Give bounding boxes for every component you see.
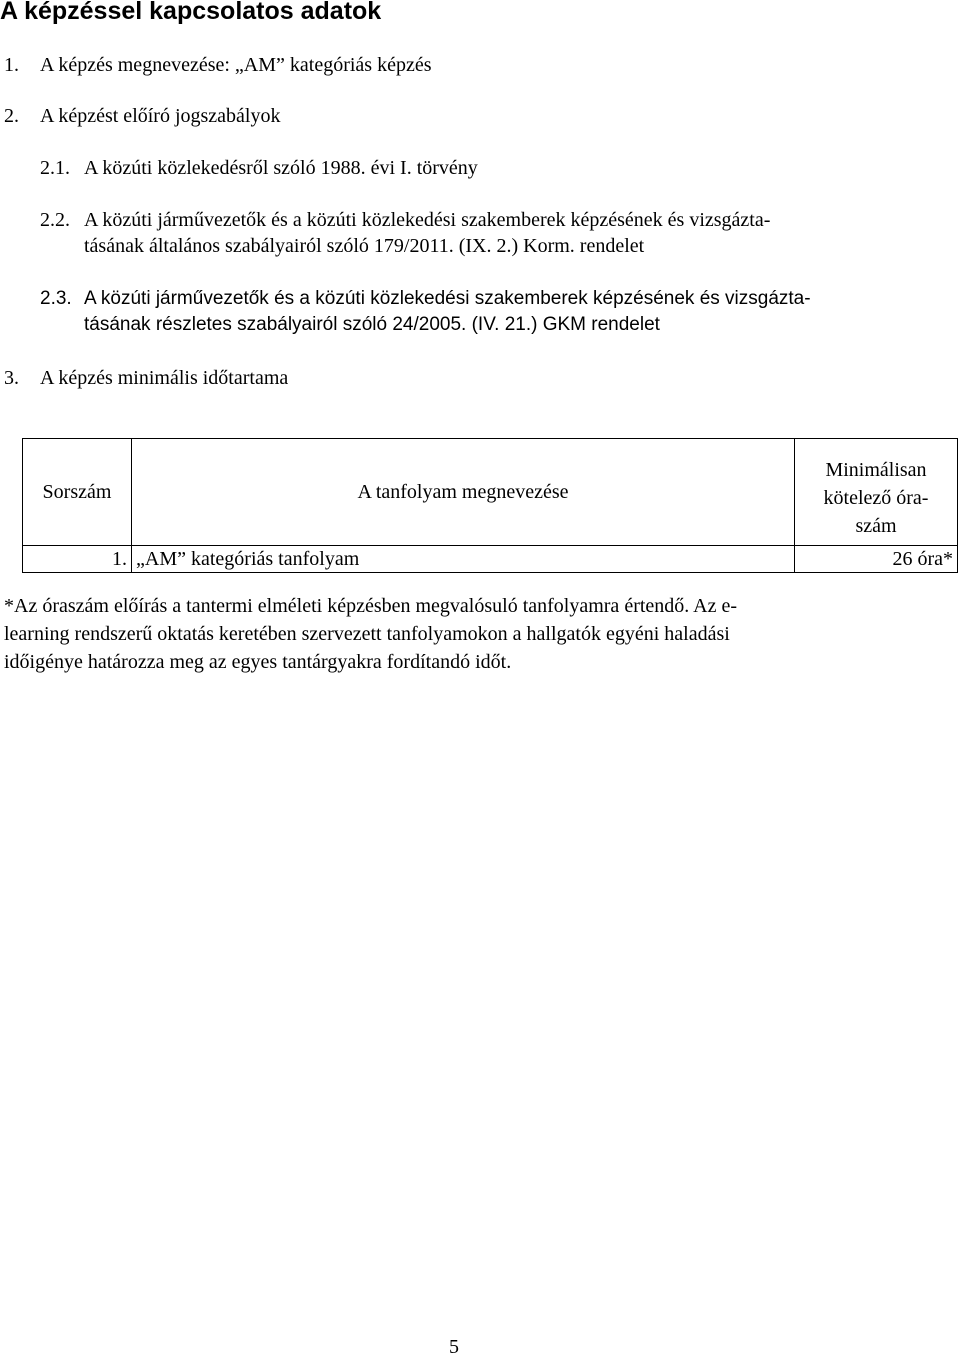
cell-course-name: „AM” kategóriás tanfolyam — [132, 546, 795, 573]
list-item-text: A képzést előíró jogszabályok — [40, 105, 281, 127]
list-item-text-line-1: A közúti járművezetők és a közúti közlekedési szakemberek képzésének és vizsgázta- — [84, 288, 811, 309]
list-item-1 — [4, 52, 432, 78]
list-item-text-line-1: A közúti járművezetők és a közúti közlekedési szakemberek képzésének és vizsgázta- — [84, 209, 771, 231]
header-sorszam: Sorszám — [23, 439, 132, 546]
header-course-name: A tanfolyam megnevezése — [132, 439, 795, 546]
footnote-line-1: *Az óraszám előírás a tantermi elméleti képzésben megvalósuló tanfolyamra értendő. Az e- — [4, 595, 738, 617]
list-item-text-line-2: tásának általános szabályairól szóló 179/2011. (IX. 2.) Korm. rendelet — [84, 235, 645, 257]
list-item-2-3 — [40, 286, 811, 338]
list-item-text: A képzés minimális időtartama — [40, 367, 289, 389]
list-item-2-1 — [40, 155, 478, 181]
list-item-number: 2.3. — [40, 288, 72, 309]
section-heading: A képzéssel kapcsolatos adatok — [0, 0, 382, 25]
course-hours-table — [22, 438, 958, 573]
footnote-line-3: időigénye határozza meg az egyes tantárgyakra fordítandó időt. — [4, 651, 512, 673]
list-item-number: 2.1. — [40, 157, 70, 179]
list-item-text: A képzés megnevezése: „AM” kategóriás képzés — [40, 54, 432, 76]
page-number: 5 — [449, 1336, 459, 1358]
list-item-2 — [4, 103, 281, 129]
list-item-3 — [4, 365, 288, 391]
footnote-line-2: learning rendszerű oktatás keretében szervezett tanfolyamokon a hallgatók egyéni haladási — [4, 623, 730, 645]
list-item-number: 2. — [4, 105, 19, 127]
cell-hours: 26 óra* — [795, 546, 958, 573]
header-min-hours-line-2: kötelező óra- — [823, 487, 929, 509]
list-item-number: 3. — [4, 367, 19, 389]
table-header-row — [23, 439, 958, 546]
header-min-hours-line-1: Minimálisan — [825, 459, 927, 481]
table-row — [23, 546, 958, 573]
header-min-hours — [795, 439, 958, 546]
list-item-number: 1. — [4, 54, 19, 76]
header-min-hours-line-3: szám — [855, 515, 897, 537]
footnote — [4, 592, 954, 676]
list-item-text: A közúti közlekedésről szóló 1988. évi I. törvény — [84, 157, 478, 179]
list-item-number: 2.2. — [40, 209, 70, 231]
cell-sorszam: 1. — [23, 546, 132, 573]
list-item-text-line-2: tásának részletes szabályairól szóló 24/2005. (IV. 21.) GKM rendelet — [84, 314, 660, 335]
list-item-2-2 — [40, 207, 770, 259]
